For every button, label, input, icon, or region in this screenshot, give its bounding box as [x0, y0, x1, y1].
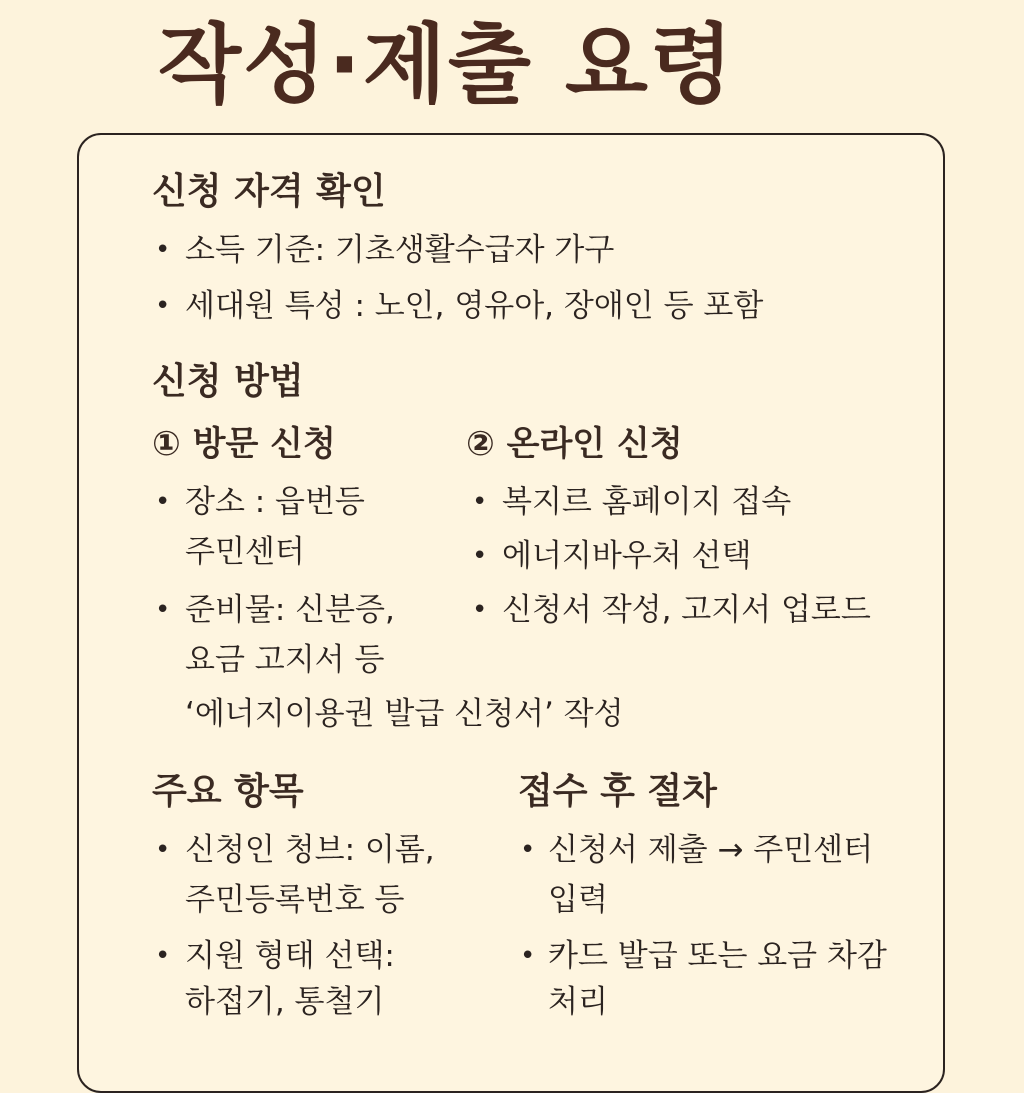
bullet-icon: •: [520, 941, 536, 971]
bullet-icon: •: [472, 541, 488, 571]
bullet-icon: •: [472, 487, 488, 517]
eligibility-item-income: 소득 기준: 기초생활수급자 가구: [185, 232, 615, 268]
fields-item-applicant-line2: 주민등록번호 등: [185, 882, 405, 918]
online-heading: ② 온라인 신청: [466, 424, 683, 464]
after-item-submit-line2: 입력: [548, 882, 608, 918]
bullet-icon: •: [520, 835, 536, 865]
after-item-submit-line1: 신청서 제출 → 주민센터: [548, 832, 874, 868]
visit-note: ‘에너지이용권 발급 신청서’ 작성: [185, 696, 624, 732]
eligibility-item-household: 세대원 특성 : 노인, 영유아, 장애인 등 포함: [185, 288, 764, 324]
fields-item-support-line2: 하접기, 통철기: [185, 984, 385, 1020]
visit-item-place-line1: 장소 : 읍번등: [185, 484, 365, 520]
eligibility-heading: 신청 자격 확인: [152, 171, 386, 212]
bullet-icon: •: [155, 235, 171, 265]
online-item-upload: 신청서 작성, 고지서 업로드: [502, 592, 871, 628]
method-heading: 신청 방법: [152, 361, 304, 402]
fields-item-support-line1: 지원 형태 선택:: [185, 938, 395, 974]
fields-heading: 주요 항목: [152, 771, 304, 812]
bullet-icon: •: [155, 291, 171, 321]
visit-item-docs-line1: 준비물: 신분증,: [185, 592, 395, 628]
visit-heading: ① 방문 신청: [152, 424, 336, 464]
online-item-visit-site: 복지르 홈페이지 접속: [502, 484, 792, 520]
bullet-icon: •: [155, 941, 171, 971]
bullet-icon: •: [155, 487, 171, 517]
after-item-card-line1: 카드 발급 또는 요금 차감: [548, 938, 887, 974]
visit-item-docs-line2: 요금 고지서 등: [185, 642, 385, 678]
after-item-card-line2: 처리: [548, 984, 608, 1020]
page-title: 작성·제출 요령: [158, 15, 736, 115]
bullet-icon: •: [155, 595, 171, 625]
bullet-icon: •: [472, 595, 488, 625]
bullet-icon: •: [155, 835, 171, 865]
fields-item-applicant-line1: 신청인 청브: 이롬,: [185, 832, 435, 868]
after-heading: 접수 후 절차: [518, 771, 717, 812]
online-item-select-voucher: 에너지바우처 선택: [502, 538, 752, 574]
visit-item-place-line2: 주민센터: [185, 534, 305, 570]
